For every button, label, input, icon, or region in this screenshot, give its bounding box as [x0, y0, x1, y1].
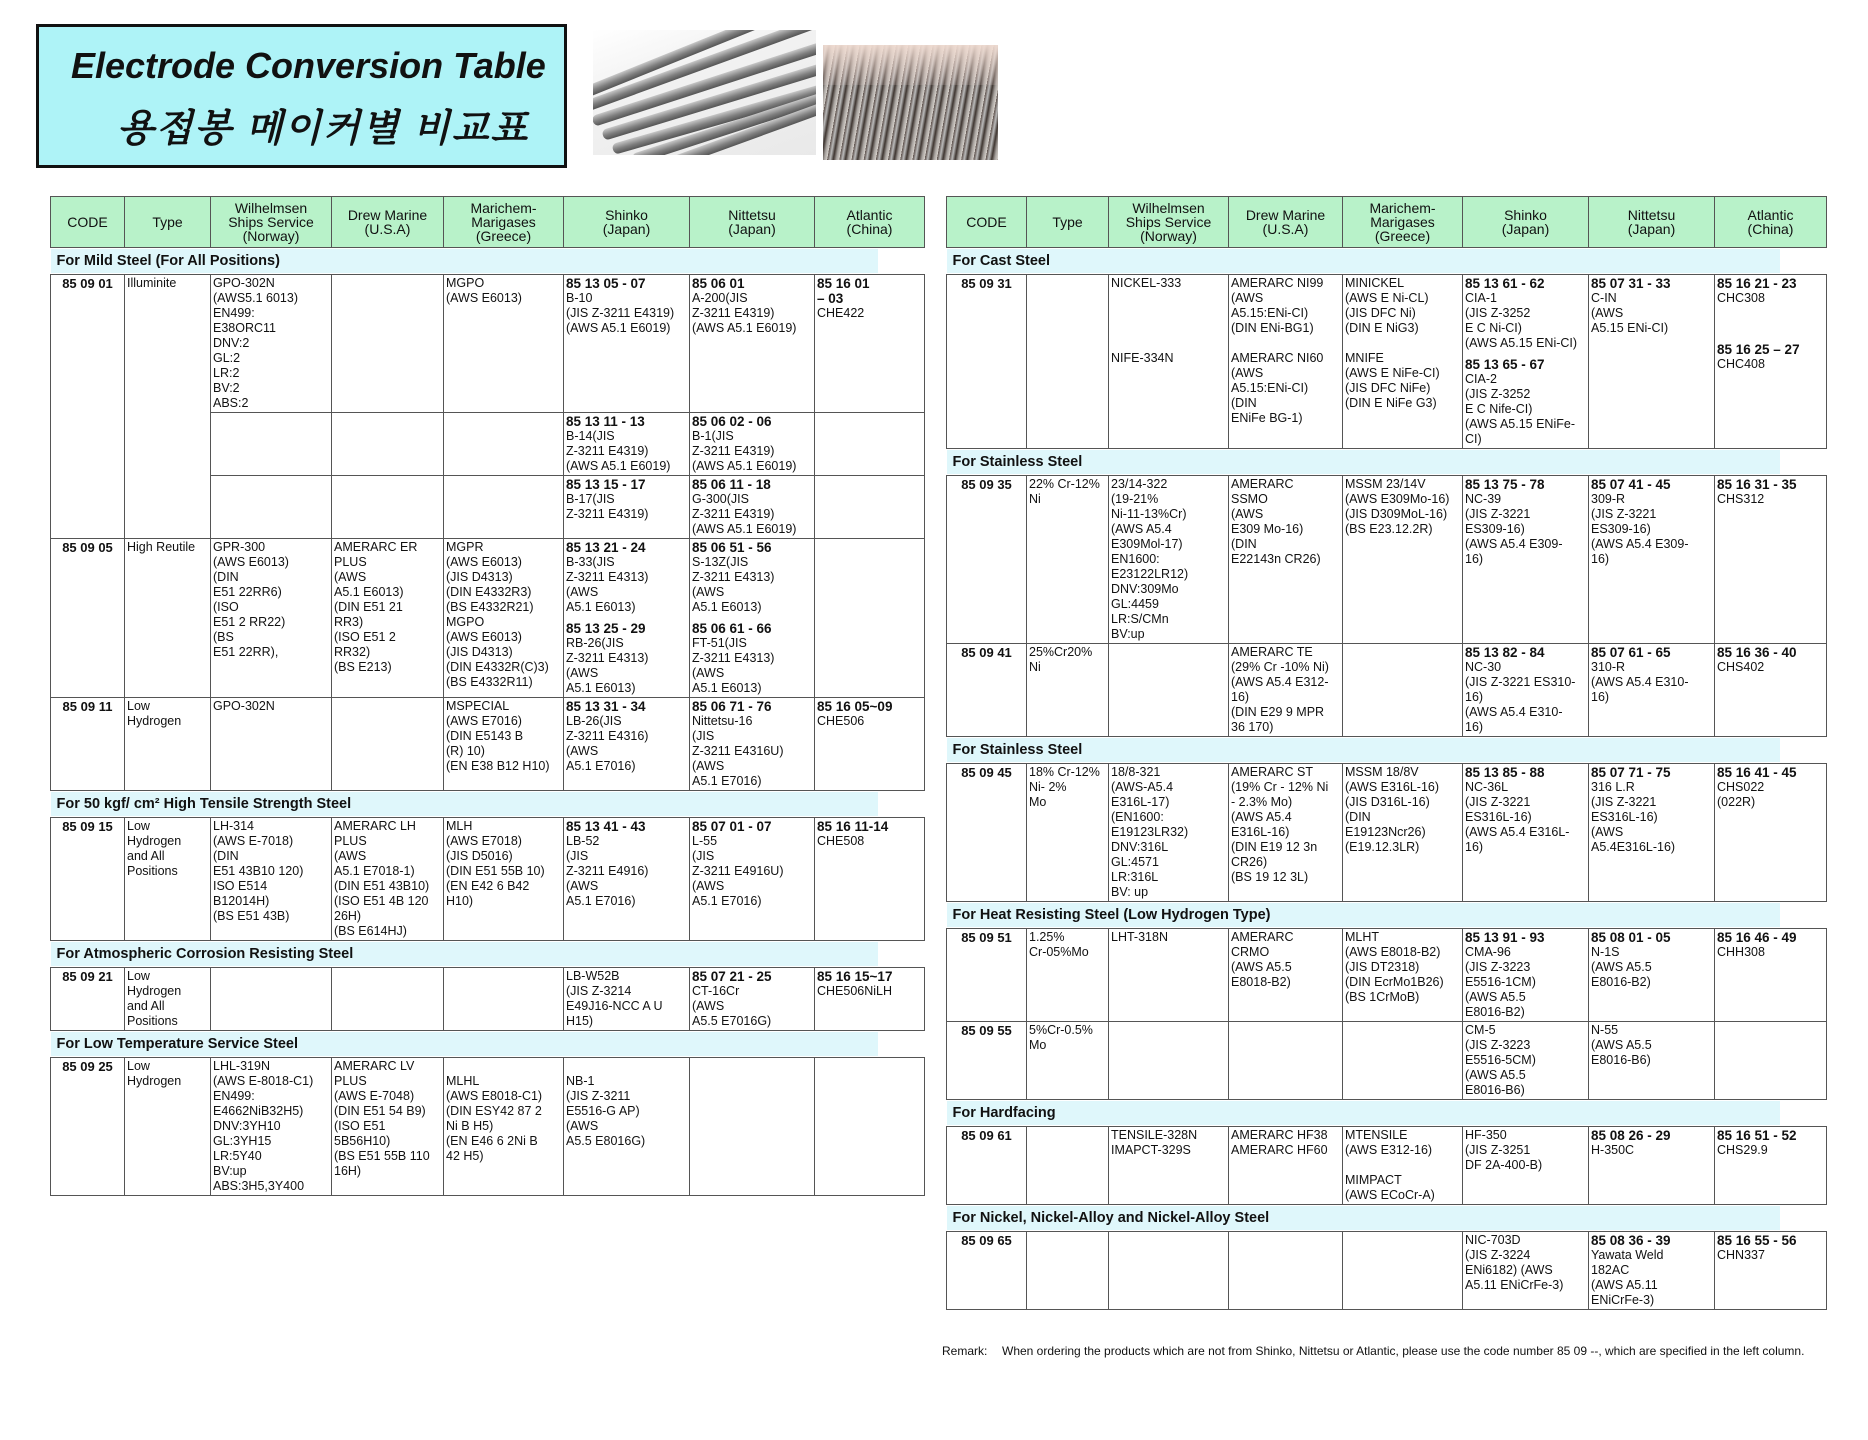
wil-cell: LHT-318N — [1109, 929, 1229, 1022]
wil-cell — [1109, 1022, 1229, 1100]
shinko-value: B-17(JIS Z-3211 E4319) — [566, 492, 649, 521]
mari-cell: MINICKEL (AWS E Ni-CL) (JIS DFC Ni) (DIN E NiG3) MNIFE (AWS E NiFe-CI) (JIS DFC NiFe) (DIN E NiFe G3) — [1343, 275, 1463, 449]
shinko-cell — [1463, 644, 1589, 737]
atl-value: CHS402 — [1717, 660, 1765, 674]
title-box — [36, 24, 567, 168]
shinko-value: NC-39 (JIS Z-3221 ES309-16) (AWS A5.4 E309- 16) — [1465, 492, 1563, 566]
nit-code-2: 85 06 61 - 66 — [692, 621, 772, 636]
nit-code: 85 07 31 - 33 — [1591, 276, 1671, 291]
atl-cell — [1715, 275, 1827, 449]
nit-cell — [690, 818, 815, 941]
type-cell: Low Hydrogen and All Positions — [125, 818, 211, 941]
section-title: For Hardfacing — [947, 1101, 1780, 1125]
nit-code: 85 08 26 - 29 — [1591, 1128, 1671, 1143]
atl-cell — [815, 698, 925, 791]
drew-cell — [1229, 1232, 1343, 1310]
wil-cell — [211, 413, 332, 476]
nit-value: S-13Z(JIS Z-3211 E4313) (AWS A5.1 E6013) — [692, 555, 775, 614]
shinko-cell — [564, 818, 690, 941]
mari-cell: MSSM 18/8V (AWS E316L-16) (JIS D316L-16) (DIN E19123Ncr26) (E19.12.3LR) — [1343, 764, 1463, 902]
table-row — [51, 818, 925, 941]
shinko-value: CMA-96 (JIS Z-3223 E5516-1CM) (AWS A5.5 E8016-B2) — [1465, 945, 1536, 1019]
wil-cell: GPO-302N — [211, 698, 332, 791]
shinko-value: CM-5 (JIS Z-3223 E5516-5CM) (AWS A5.5 E8016-B6) — [1465, 1023, 1536, 1097]
shinko-code: 85 13 75 - 78 — [1465, 477, 1545, 492]
drew-cell — [332, 968, 444, 1031]
section-title: For Heat Resisting Steel (Low Hydrogen Type) — [947, 903, 1780, 927]
wil-cell: LHL-319N (AWS E-8018-C1) EN499: E4662NiB32H5) DNV:3YH10 GL:3YH15 LR:5Y40 BV:up ABS:3H5,3Y400 — [211, 1058, 332, 1196]
wil-cell: 18/8-321 (AWS-A5.4 E316L-17) (EN1600: E19123LR32) DNV:316L GL:4571 LR:316L BV: up — [1109, 764, 1229, 902]
drew-cell — [1229, 1022, 1343, 1100]
column-header: CODE — [947, 197, 1027, 248]
title-english: Electrode Conversion Table — [71, 45, 546, 86]
wil-cell — [1109, 1232, 1229, 1310]
nit-cell — [1589, 929, 1715, 1022]
nit-cell — [690, 698, 815, 791]
nit-cell — [690, 476, 815, 539]
section-row — [51, 248, 925, 275]
shinko-code: 85 13 21 - 24 — [566, 540, 646, 555]
section-cell — [947, 1205, 1827, 1232]
code-cell: 85 09 25 — [51, 1058, 125, 1196]
shinko-value: CIA-1 (JIS Z-3252 E C Ni-CI) (AWS A5.15 ENi-CI) — [1465, 291, 1578, 350]
shinko-value: NIC-703D (JIS Z-3224 ENi6182) (AWS A5.11 ENiCrFe-3) — [1465, 1233, 1564, 1292]
table-row — [51, 968, 925, 1031]
atl-code: 85 16 15~17 — [817, 969, 893, 984]
atl-value: CHS022 (022R) — [1717, 780, 1765, 809]
code-cell: 85 09 51 — [947, 929, 1027, 1022]
section-title: For Low Temperature Service Steel — [51, 1032, 879, 1056]
mari-cell: MLHT (AWS E8018-B2) (JIS DT2318) (DIN EcrMo1B26) (BS 1CrMoB) — [1343, 929, 1463, 1022]
atl-value: CHN337 — [1717, 1248, 1765, 1262]
table-row — [947, 644, 1827, 737]
header-row — [51, 197, 925, 248]
nit-cell — [690, 539, 815, 698]
atl-cell — [815, 818, 925, 941]
atl-cell — [1715, 1127, 1827, 1205]
code-cell: 85 09 35 — [947, 476, 1027, 644]
nit-value: B-1(JIS Z-3211 E4319) (AWS A5.1 E6019) — [692, 429, 797, 473]
nit-code: 85 06 71 - 76 — [692, 699, 772, 714]
nit-code: 85 06 02 - 06 — [692, 414, 772, 429]
table-row — [51, 698, 925, 791]
column-header: Atlantic (China) — [1715, 197, 1827, 248]
drew-cell — [332, 413, 444, 476]
type-cell: High Reutile — [125, 539, 211, 698]
drew-cell — [332, 476, 444, 539]
nit-cell — [1589, 1127, 1715, 1205]
type-cell: Low Hydrogen and All Positions — [125, 968, 211, 1031]
section-cell — [947, 1100, 1827, 1127]
shinko-value: NB-1 (JIS Z-3211 E5516-G AP) (AWS A5.5 E8016G) — [566, 1074, 646, 1148]
mari-cell — [444, 968, 564, 1031]
drew-cell: AMERARC ST (19% Cr - 12% Ni - 2.3% Mo) (AWS A5.4 E316L-16) (DIN E19 12 3n CR26) (BS 19 12 3L) — [1229, 764, 1343, 902]
mari-cell — [1343, 1232, 1463, 1310]
nit-code: 85 06 51 - 56 — [692, 540, 772, 555]
mari-cell: MLHL (AWS E8018-C1) (DIN ESY42 87 2 Ni B H5) (EN E46 6 2Ni B 42 H5) — [444, 1058, 564, 1196]
mari-cell: MGPO (AWS E6013) — [444, 275, 564, 413]
nit-cell — [690, 968, 815, 1031]
atl-value: CHH308 — [1717, 945, 1765, 959]
shinko-code: 85 13 61 - 62 — [1465, 276, 1545, 291]
type-cell: 18% Cr-12% Ni- 2% Mo — [1027, 764, 1109, 902]
column-header: Atlantic (China) — [815, 197, 925, 248]
code-cell: 85 09 45 — [947, 764, 1027, 902]
header-row — [947, 197, 1827, 248]
table-row — [51, 539, 925, 698]
atl-cell — [1715, 929, 1827, 1022]
mari-cell — [444, 476, 564, 539]
section-cell — [51, 248, 925, 275]
section-title: For 50 kgf/ cm² High Tensile Strength Steel — [51, 792, 879, 816]
shinko-code: 85 13 91 - 93 — [1465, 930, 1545, 945]
welding-rods-closeup-photo — [593, 30, 816, 155]
nit-cell — [1589, 275, 1715, 449]
nit-value: Nittetsu-16 (JIS Z-3211 E4316U) (AWS A5.1 E7016) — [692, 714, 784, 788]
atl-cell — [815, 413, 925, 476]
shinko-code: 85 13 31 - 34 — [566, 699, 646, 714]
column-header: Drew Marine (U.S.A) — [1229, 197, 1343, 248]
mari-cell — [1343, 1022, 1463, 1100]
shinko-cell — [1463, 929, 1589, 1022]
mari-cell — [444, 413, 564, 476]
column-header: CODE — [51, 197, 125, 248]
title-korean: 용접봉 메이커별 비교표 — [117, 108, 530, 150]
wil-cell: GPR-300 (AWS E6013) (DIN E51 22RR6) (ISO E51 2 RR22) (BS E51 22RR), — [211, 539, 332, 698]
atl-value-2: CHC408 — [1717, 357, 1765, 371]
column-header: Type — [125, 197, 211, 248]
section-cell — [947, 248, 1827, 275]
type-cell: Low Hydrogen — [125, 1058, 211, 1196]
section-cell — [51, 941, 925, 968]
atl-code: 85 16 05~09 — [817, 699, 893, 714]
drew-cell: AMERARC LH PLUS (AWS A5.1 E7018-1) (DIN E51 43B10) (ISO E51 4B 120 26H) (BS E614HJ) — [332, 818, 444, 941]
type-cell: Illuminite — [125, 275, 211, 539]
remark-text: When ordering the products which are not from Shinko, Nittetsu or Atlantic, please use the code number 85 09 --, which are specified in the left column. — [1002, 1344, 1805, 1358]
section-row — [947, 1100, 1827, 1127]
atl-cell — [1715, 1232, 1827, 1310]
nit-code: 85 08 01 - 05 — [1591, 930, 1671, 945]
drew-cell: AMERARC LV PLUS (AWS E-7048) (DIN E51 54 B9) (ISO E51 5B56H10) (BS E51 55B 110 16H) — [332, 1058, 444, 1196]
shinko-cell — [1463, 476, 1589, 644]
column-header: Shinko (Japan) — [564, 197, 690, 248]
section-row — [947, 1205, 1827, 1232]
column-header: Marichem- Marigases (Greece) — [1343, 197, 1463, 248]
type-cell: Low Hydrogen — [125, 698, 211, 791]
cell-spacer — [1717, 306, 1824, 342]
atl-value: CHC308 — [1717, 291, 1765, 305]
shinko-code: 85 13 11 - 13 — [566, 414, 645, 429]
nit-value: H-350C — [1591, 1143, 1635, 1157]
section-row — [51, 791, 925, 818]
atl-value: CHE422 — [817, 306, 865, 320]
nit-code: 85 06 11 - 18 — [692, 477, 771, 492]
type-cell: 25%Cr20% Ni — [1027, 644, 1109, 737]
wil-cell — [211, 968, 332, 1031]
type-cell: 5%Cr-0.5% Mo — [1027, 1022, 1109, 1100]
nit-value: 310-R (AWS A5.4 E310- 16) — [1591, 660, 1689, 704]
atl-value: CHE508 — [817, 834, 865, 848]
shinko-value: NC-30 (JIS Z-3221 ES310- 16) (AWS A5.4 E310- 16) — [1465, 660, 1576, 734]
mari-cell — [1343, 644, 1463, 737]
nit-code: 85 07 41 - 45 — [1591, 477, 1671, 492]
section-title: For Stainless Steel — [947, 450, 1780, 474]
type-cell — [1027, 1232, 1109, 1310]
section-cell — [947, 902, 1827, 929]
right-conversion-table — [946, 196, 1827, 1310]
section-row — [947, 248, 1827, 275]
atl-code: 85 16 55 - 56 — [1717, 1233, 1797, 1248]
code-cell: 85 09 55 — [947, 1022, 1027, 1100]
section-title: For Stainless Steel — [947, 738, 1780, 762]
table-row — [947, 929, 1827, 1022]
section-cell — [51, 1031, 925, 1058]
drew-cell: AMERARC HF38 AMERARC HF60 — [1229, 1127, 1343, 1205]
atl-cell — [1715, 1022, 1827, 1100]
shinko-code: 85 13 15 - 17 — [566, 477, 646, 492]
atl-cell — [815, 1058, 925, 1196]
atl-code: 85 16 21 - 23 — [1717, 276, 1797, 291]
type-cell: 22% Cr-12% Ni — [1027, 476, 1109, 644]
nit-code: 85 07 71 - 75 — [1591, 765, 1671, 780]
atl-code: 85 16 41 - 45 — [1717, 765, 1797, 780]
shinko-cell — [564, 476, 690, 539]
code-cell: 85 09 41 — [947, 644, 1027, 737]
nit-value: A-200(JIS Z-3211 E4319) (AWS A5.1 E6019) — [692, 291, 797, 335]
table-row — [947, 1022, 1827, 1100]
type-cell — [1027, 1127, 1109, 1205]
nit-value: G-300(JIS Z-3211 E4319) (AWS A5.1 E6019) — [692, 492, 797, 536]
atl-cell — [1715, 644, 1827, 737]
shinko-value: LB-52 (JIS Z-3211 E4916) (AWS A5.1 E7016) — [566, 834, 649, 908]
drew-cell — [332, 698, 444, 791]
nit-value: L-55 (JIS Z-3211 E4916U) (AWS A5.1 E7016) — [692, 834, 784, 908]
shinko-value: B-33(JIS Z-3211 E4313) (AWS A5.1 E6013) — [566, 555, 649, 614]
shinko-code-2: 85 13 25 - 29 — [566, 621, 646, 636]
section-row — [947, 737, 1827, 764]
nit-cell — [690, 275, 815, 413]
shinko-value: B-14(JIS Z-3211 E4319) (AWS A5.1 E6019) — [566, 429, 671, 473]
shinko-cell — [564, 968, 690, 1031]
atl-cell — [815, 968, 925, 1031]
shinko-cell — [564, 698, 690, 791]
mari-cell: MGPR (AWS E6013) (JIS D4313) (DIN E4332R3) (BS E4332R21) MGPO (AWS E6013) (JIS D4313) (DIN E4332R(C)3) (BS E4332R11) — [444, 539, 564, 698]
type-cell: 1.25% Cr-05%Mo — [1027, 929, 1109, 1022]
table-row — [51, 1058, 925, 1196]
section-row — [947, 449, 1827, 476]
mari-cell: MLH (AWS E7018) (JIS D5016) (DIN E51 55B 10) (EN E42 6 B42 H10) — [444, 818, 564, 941]
atl-cell — [815, 275, 925, 413]
code-cell: 85 09 15 — [51, 818, 125, 941]
mari-cell: MTENSILE (AWS E312-16) MIMPACT (AWS ECoCr-A) — [1343, 1127, 1463, 1205]
nit-value: N-1S (AWS A5.5 E8016-B2) — [1591, 945, 1652, 989]
shinko-value: B-10 (JIS Z-3211 E4319) (AWS A5.1 E6019) — [566, 291, 675, 335]
shinko-cell — [1463, 1232, 1589, 1310]
atl-code: 85 16 11-14 — [817, 819, 889, 834]
atl-code: 85 16 36 - 40 — [1717, 645, 1797, 660]
wil-cell — [1109, 644, 1229, 737]
nit-cell — [690, 1058, 815, 1196]
code-cell: 85 09 31 — [947, 275, 1027, 449]
shinko-cell — [564, 413, 690, 476]
atl-code-2: 85 16 25 – 27 — [1717, 342, 1800, 357]
shinko-value-2: RB-26(JIS Z-3211 E4313) (AWS A5.1 E6013) — [566, 636, 649, 695]
shinko-cell — [1463, 764, 1589, 902]
atl-value: CHE506 — [817, 714, 865, 728]
atl-code: 85 16 31 - 35 — [1717, 477, 1797, 492]
code-cell: 85 09 61 — [947, 1127, 1027, 1205]
section-cell — [947, 449, 1827, 476]
table-row — [947, 476, 1827, 644]
drew-cell: AMERARC CRMO (AWS A5.5 E8018-B2) — [1229, 929, 1343, 1022]
atl-code: 85 16 46 - 49 — [1717, 930, 1797, 945]
column-header: Wilhelmsen Ships Service (Norway) — [1109, 197, 1229, 248]
drew-cell — [332, 275, 444, 413]
welding-rods-bundle-photo — [823, 45, 998, 160]
atl-cell — [815, 539, 925, 698]
table-row — [947, 275, 1827, 449]
mari-cell: MSSM 23/14V (AWS E309Mo-16) (JIS D309MoL-16) (BS E23.12.2R) — [1343, 476, 1463, 644]
shinko-cell — [1463, 1022, 1589, 1100]
wil-cell: TENSILE-328N IMAPCT-329S — [1109, 1127, 1229, 1205]
nit-cell — [1589, 1232, 1715, 1310]
section-row — [51, 1031, 925, 1058]
code-cell: 85 09 65 — [947, 1232, 1027, 1310]
atl-cell — [815, 476, 925, 539]
table-row — [947, 1127, 1827, 1205]
shinko-value: HF-350 (JIS Z-3251 DF 2A-400-B) — [1465, 1128, 1543, 1172]
remark-label: Remark: — [942, 1344, 988, 1358]
wil-cell: GPO-302N (AWS5.1 6013) EN499: E38ORC11 DNV:2 GL:2 LR:2 BV:2 ABS:2 — [211, 275, 332, 413]
section-title: For Cast Steel — [947, 249, 1780, 273]
nit-value: 309-R (JIS Z-3221 ES309-16) (AWS A5.4 E309- 16) — [1591, 492, 1689, 566]
table-row — [51, 275, 925, 413]
section-row — [947, 902, 1827, 929]
atl-cell — [1715, 764, 1827, 902]
shinko-cell — [1463, 1127, 1589, 1205]
column-header: Shinko (Japan) — [1463, 197, 1589, 248]
code-cell: 85 09 01 — [51, 275, 125, 539]
section-title: For Nickel, Nickel-Alloy and Nickel-Alloy Steel — [947, 1206, 1780, 1230]
section-cell — [947, 737, 1827, 764]
nit-cell — [1589, 764, 1715, 902]
shinko-code: 85 13 85 - 88 — [1465, 765, 1545, 780]
nit-value-2: FT-51(JIS Z-3211 E4313) (AWS A5.1 E6013) — [692, 636, 775, 695]
nit-value: N-55 (AWS A5.5 E8016-B6) — [1591, 1023, 1652, 1067]
code-cell: 85 09 05 — [51, 539, 125, 698]
drew-cell: AMERARC NI99 (AWS A5.15:ENi-CI) (DIN ENi-BG1) AMERARC NI60 (AWS A5.15:ENi-CI) (DIN ENiFe BG-1) — [1229, 275, 1343, 449]
nit-value: Yawata Weld 182AC (AWS A5.11 ENiCrFe-3) — [1591, 1248, 1664, 1307]
wil-cell — [211, 476, 332, 539]
nit-value: 316 L.R (JIS Z-3221 ES316L-16) (AWS A5.4E316L-16) — [1591, 780, 1676, 854]
nit-cell — [1589, 1022, 1715, 1100]
atl-code: 85 16 01 – 03 — [817, 276, 870, 306]
shinko-value: NC-36L (JIS Z-3221 ES316L-16) (AWS A5.4 E316L- 16) — [1465, 780, 1570, 854]
section-title: For Mild Steel (For All Positions) — [51, 249, 879, 273]
table-row — [947, 764, 1827, 902]
nit-value: CT-16Cr (AWS A5.5 E7016G) — [692, 984, 772, 1028]
nit-cell — [1589, 476, 1715, 644]
nit-cell — [690, 413, 815, 476]
nit-code: 85 06 01 — [692, 276, 745, 291]
drew-cell: AMERARC TE (29% Cr -10% Ni) (AWS A5.4 E312- 16) (DIN E29 9 MPR 36 170) — [1229, 644, 1343, 737]
shinko-code: 85 13 82 - 84 — [1465, 645, 1545, 660]
section-title: For Atmospheric Corrosion Resisting Steel — [51, 942, 879, 966]
column-header: Nittetsu (Japan) — [1589, 197, 1715, 248]
wil-cell: LH-314 (AWS E-7018) (DIN E51 43B10 120) ISO E514 B12014H) (BS E51 43B) — [211, 818, 332, 941]
shinko-code-2: 85 13 65 - 67 — [1465, 357, 1545, 372]
left-conversion-table — [50, 196, 925, 1196]
column-header: Type — [1027, 197, 1109, 248]
column-header: Marichem- Marigases (Greece) — [444, 197, 564, 248]
drew-cell: AMERARC ER PLUS (AWS A5.1 E6013) (DIN E51 21 RR3) (ISO E51 2 RR32) (BS E213) — [332, 539, 444, 698]
nit-code: 85 07 01 - 07 — [692, 819, 772, 834]
atl-value: CHS29.9 — [1717, 1143, 1768, 1157]
nit-code: 85 07 21 - 25 — [692, 969, 772, 984]
shinko-value: LB-W52B (JIS Z-3214 E49J16-NCC A U H15) — [566, 969, 663, 1028]
atl-value: CHE506NiLH — [817, 984, 893, 998]
shinko-cell — [564, 275, 690, 413]
shinko-cell — [564, 539, 690, 698]
shinko-code: 85 13 41 - 43 — [566, 819, 646, 834]
column-header: Wilhelmsen Ships Service (Norway) — [211, 197, 332, 248]
shinko-value-2: CIA-2 (JIS Z-3252 E C Nife-CI) (AWS A5.15 ENiFe- CI) — [1465, 372, 1575, 446]
atl-code: 85 16 51 - 52 — [1717, 1128, 1797, 1143]
drew-cell: AMERARC SSMO (AWS E309 Mo-16) (DIN E22143n CR26) — [1229, 476, 1343, 644]
mari-cell: MSPECIAL (AWS E7016) (DIN E5143 B (R) 10) (EN E38 B12 H10) — [444, 698, 564, 791]
section-cell — [51, 791, 925, 818]
atl-value: CHS312 — [1717, 492, 1765, 506]
shinko-code: 85 13 05 - 07 — [566, 276, 646, 291]
table-row — [947, 1232, 1827, 1310]
wil-cell: NICKEL-333 NIFE-334N — [1109, 275, 1229, 449]
shinko-cell — [564, 1058, 690, 1196]
nit-cell — [1589, 644, 1715, 737]
wil-cell: 23/14-322 (19-21% Ni-11-13%Cr) (AWS A5.4 E309Mol-17) EN1600: E23122LR12) DNV:309Mo GL:4459 LR:S/CMn BV:up — [1109, 476, 1229, 644]
type-cell — [1027, 275, 1109, 449]
column-header: Drew Marine (U.S.A) — [332, 197, 444, 248]
section-row — [51, 941, 925, 968]
atl-cell — [1715, 476, 1827, 644]
nit-code: 85 08 36 - 39 — [1591, 1233, 1671, 1248]
shinko-value: LB-26(JIS Z-3211 E4316) (AWS A5.1 E7016) — [566, 714, 649, 773]
column-header: Nittetsu (Japan) — [690, 197, 815, 248]
nit-value: C-IN (AWS A5.15 ENi-CI) — [1591, 291, 1669, 335]
code-cell: 85 09 21 — [51, 968, 125, 1031]
nit-code: 85 07 61 - 65 — [1591, 645, 1671, 660]
code-cell: 85 09 11 — [51, 698, 125, 791]
shinko-cell — [1463, 275, 1589, 449]
